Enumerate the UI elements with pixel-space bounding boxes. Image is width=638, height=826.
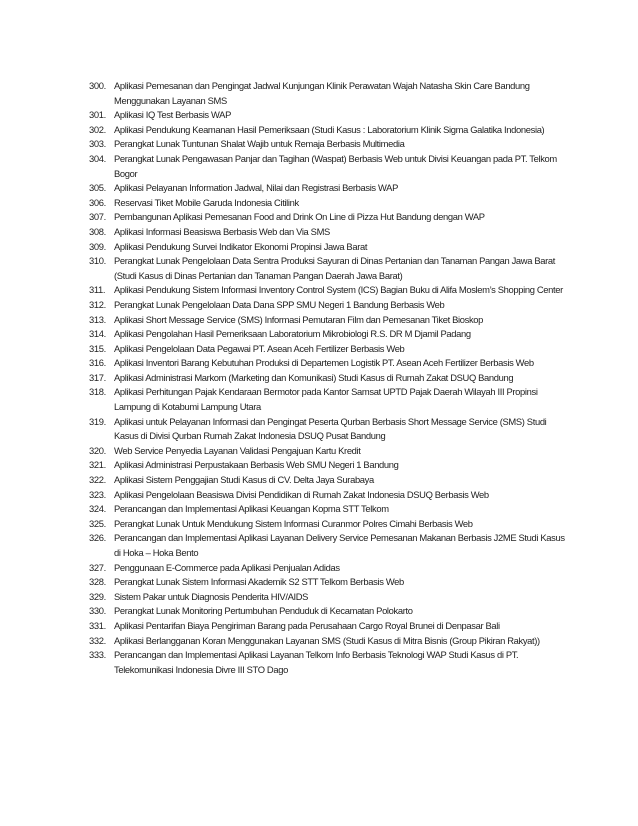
item-number: 323.	[89, 488, 106, 500]
list-item	[89, 254, 569, 283]
list-item	[89, 488, 569, 503]
item-number: 307.	[89, 211, 106, 223]
list-item	[89, 152, 569, 181]
list-item	[89, 327, 569, 342]
list-item	[89, 240, 569, 255]
list-item	[89, 108, 569, 123]
list-item	[89, 619, 569, 634]
item-number: 317.	[89, 371, 106, 383]
item-number: 308.	[89, 225, 106, 237]
item-number: 333.	[89, 649, 106, 661]
item-number: 318.	[89, 386, 106, 398]
item-title: Perancangan dan Implementasi Aplikasi Layanan Telkom Info Berbasis Teknologi WAP Studi Kasus di PT. Telekomunikasi Indonesia Divre III STO Dago	[114, 649, 519, 675]
list-item	[89, 473, 569, 488]
list-item	[89, 604, 569, 619]
item-number: 309.	[89, 240, 106, 252]
item-title: Pembangunan Aplikasi Pemesanan Food and Drink On Line di Pizza Hut Bandung dengan WAP	[114, 211, 485, 223]
item-number: 320.	[89, 444, 106, 456]
thesis-title-list	[89, 79, 569, 677]
item-number: 331.	[89, 619, 106, 631]
item-number: 332.	[89, 634, 106, 646]
list-item	[89, 196, 569, 211]
item-number: 313.	[89, 313, 106, 325]
list-item	[89, 356, 569, 371]
item-number: 312.	[89, 298, 106, 310]
list-item	[89, 575, 569, 590]
item-title: Perangkat Lunak Pengawasan Panjar dan Tagihan (Waspat) Berbasis Web untuk Divisi Keuangan pada PT. Telkom Bogor	[114, 152, 557, 179]
item-number: 316.	[89, 357, 106, 369]
item-number: 301.	[89, 109, 106, 121]
list-item	[89, 634, 569, 649]
item-title: Aplikasi Inventori Barang Kebutuhan Produksi di Departemen Logistik PT. Asean Aceh Fertilizer Berbasis Web	[114, 357, 534, 369]
item-title: Aplikasi Pengolahan Hasil Pemeriksaan Laboratorium Mikrobiologi R.S. DR M Djamil Padang	[114, 328, 471, 340]
item-title: Perangkat Lunak Monitoring Pertumbuhan Penduduk di Kecamatan Polokarto	[114, 605, 413, 617]
list-item	[89, 123, 569, 138]
item-title: Perangkat Lunak Tuntunan Shalat Wajib untuk Remaja Berbasis Multimedia	[114, 138, 405, 150]
item-number: 302.	[89, 123, 106, 135]
item-title: Penggunaan E-Commerce pada Aplikasi Penjualan Adidas	[114, 561, 340, 573]
item-title: Aplikasi Pelayanan Information Jadwal, Nilai dan Registrasi Berbasis WAP	[114, 182, 398, 194]
item-title: Web Service Penyedia Layanan Validasi Pengajuan Kartu Kredit	[114, 444, 361, 456]
item-title: Perangkat Lunak Untuk Mendukung Sistem Informasi Curanmor Polres Cimahi Berbasis Web	[114, 517, 473, 529]
item-title: Sistem Pakar untuk Diagnosis Penderita HIV/AIDS	[114, 590, 309, 602]
item-title: Perancangan dan Implementasi Aplikasi Layanan Delivery Service Pemesanan Makanan Berbasis J2ME Studi Kasus di Hoka – Hoka Bento	[114, 532, 565, 558]
item-number: 319.	[89, 415, 106, 427]
list-item	[89, 648, 569, 677]
item-title: Aplikasi Perhitungan Pajak Kendaraan Bermotor pada Kantor Samsat UPTD Pajak Daerah Wilayah III Propinsi Lampung di Kotabumi Lampung Utara	[114, 386, 538, 413]
item-title: Aplikasi Administrasi Perpustakaan Berbasis Web SMU Negeri 1 Bandung	[114, 459, 399, 471]
list-item	[89, 298, 569, 313]
item-title: Aplikasi Pendukung Sistem Informasi Inventory Control System (ICS) Bagian Buku di Alifa Moslem’s Shopping Center	[114, 284, 563, 296]
item-number: 305.	[89, 182, 106, 194]
item-title: Perancangan dan Implementasi Aplikasi Keuangan Kopma STT Telkom	[114, 503, 389, 515]
item-number: 328.	[89, 576, 106, 588]
item-title: Aplikasi Pendukung Keamanan Hasil Pemeriksaan (Studi Kasus : Laboratorium Klinik Sigma Galatika Indonesia)	[114, 123, 545, 135]
list-item	[89, 458, 569, 473]
list-item	[89, 342, 569, 357]
list-item	[89, 517, 569, 532]
list-item	[89, 415, 569, 444]
item-number: 300.	[89, 80, 106, 91]
list-item	[89, 137, 569, 152]
item-title: Aplikasi Informasi Beasiswa Berbasis Web dan Via SMS	[114, 225, 330, 237]
list-item	[89, 561, 569, 576]
item-number: 315.	[89, 342, 106, 354]
list-item	[89, 181, 569, 196]
item-title: Perangkat Lunak Pengelolaan Data Sentra Produksi Sayuran di Dinas Pertanian dan Tanaman Pangan Jawa Barat (Studi Kasus di Dinas Pertanian dan Tanaman Pangan Daerah Jawa Barat)	[114, 255, 555, 281]
item-number: 306.	[89, 196, 106, 208]
item-title: Perangkat Lunak Pengelolaan Data Dana SPP SMU Negeri 1 Bandung Berbasis Web	[114, 298, 445, 310]
item-title: Aplikasi IQ Test Berbasis WAP	[114, 109, 231, 121]
item-number: 310.	[89, 255, 106, 267]
item-title: Aplikasi Administrasi Markom (Marketing dan Komunikasi) Studi Kasus di Rumah Zakat DSUQ Bandung	[114, 371, 514, 383]
item-title: Perangkat Lunak Sistem Informasi Akademik S2 STT Telkom Berbasis Web	[114, 576, 404, 588]
list-item	[89, 590, 569, 605]
item-number: 304.	[89, 152, 106, 164]
item-number: 311.	[89, 284, 106, 296]
item-number: 314.	[89, 328, 106, 340]
list-item	[89, 313, 569, 328]
item-title: Aplikasi Pengelolaan Data Pegawai PT. Asean Aceh Fertilizer Berbasis Web	[114, 342, 405, 354]
item-number: 325.	[89, 517, 106, 529]
list-item	[89, 210, 569, 225]
item-title: Aplikasi Berlangganan Koran Menggunakan Layanan SMS (Studi Kasus di Mitra Bisnis (Group Pikiran Rakyat))	[114, 634, 540, 646]
item-title: Reservasi Tiket Mobile Garuda Indonesia Citilink	[114, 196, 299, 208]
item-title: Aplikasi Pentarifan Biaya Pengiriman Barang pada Perusahaan Cargo Royal Brunei di Denpasar Bali	[114, 619, 500, 631]
item-number: 321.	[89, 459, 106, 471]
item-number: 326.	[89, 532, 106, 544]
item-title: Aplikasi Sistem Penggajian Studi Kasus di CV. Delta Jaya Surabaya	[114, 474, 374, 486]
list-item	[89, 385, 569, 414]
item-number: 327.	[89, 561, 106, 573]
item-number: 303.	[89, 138, 106, 150]
item-title: Aplikasi untuk Pelayanan Informasi dan Pengingat Peserta Qurban Berbasis Short Message Service (SMS) Studi Kasus di Divisi Qurban Rumah Zakat Indonesia DSUQ Pusat Bandung	[114, 415, 547, 442]
item-number: 330.	[89, 605, 106, 617]
item-title: Aplikasi Pengelolaan Beasiswa Divisi Pendidikan di Rumah Zakat Indonesia DSUQ Berbasis Web	[114, 488, 489, 500]
item-number: 322.	[89, 474, 106, 486]
item-title: Aplikasi Pendukung Survei Indikator Ekonomi Propinsi Jawa Barat	[114, 240, 368, 252]
list-item	[89, 531, 569, 560]
list-item	[89, 283, 569, 298]
item-title: Aplikasi Short Message Service (SMS) Informasi Pemutaran Film dan Pemesanan Tiket Bioskop	[114, 313, 484, 325]
list-item	[89, 371, 569, 386]
list-item	[89, 79, 569, 108]
item-title: Aplikasi Pemesanan dan Pengingat Jadwal Kunjungan Klinik Perawatan Wajah Natasha Skin Care Bandung Menggunakan Layanan SMS	[114, 80, 530, 106]
list-item	[89, 502, 569, 517]
item-number: 324.	[89, 503, 106, 515]
list-item	[89, 225, 569, 240]
item-number: 329.	[89, 590, 106, 602]
list-item	[89, 444, 569, 459]
